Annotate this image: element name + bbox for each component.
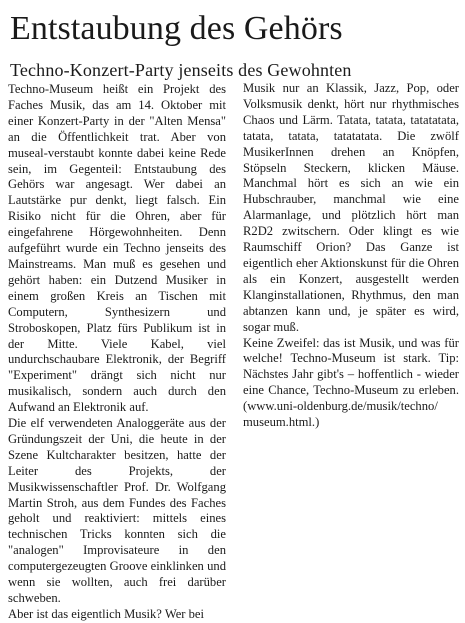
paragraph: Die elf verwendeten Analoggeräte aus der Gründungszeit der Uni, die heute in der Szene Kultcharakter besitzen, hatte der Leiter des Projekts, der Musikwissenschaftler Prof. Dr. Wolfgang Martin Stroh, aus dem Fundes des Faches geholt und reaktiviert: mittels eines technischen Tricks konnten sich die "analogen" Improvisateure in den computergezeugten Groove einklinken und wenn sie wollten, auch frei darüber schweben. [8,416,226,605]
paragraph: Keine Zweifel: das ist Musik, und was für welche! Techno-Museum ist stark. Tip: Nächstes Jahr gibt's – hoffentlich - wieder eine Chance, Techno-Museum zu erleben. (www.uni-oldenburg.de/musik/techno/ museum.html.) [243,335,459,430]
left-column [8,82,226,621]
paragraph: Aber ist das eigentlich Musik? Wer bei [8,606,205,621]
right-column [243,81,459,611]
subheadline: Techno-Konzert-Party jenseits des Gewohnten [10,60,352,80]
paragraph: Musik nur an Klassik, Jazz, Pop, oder Volksmusik denkt, hört nur rhythmisches Chaos und Lärm. Tatata, tatata, tatatatata, tatata, tatata, tatatatata. Die zwölf MusikerInnen drehen an Knöpfen, Stöpseln Steckern, klicken Mäuse. Manchmal hört es sich an wie ein Hubschrauber, manchmal wie eine Alarmanlage, und plötzlich hört man R2D2 zwitschern. Oder klingt es wie Raumschiff Orion? Das Ganze ist eigentlich eher Aktionskunst für die Ohren als ein Konzert, ausgestellt werden Klanginstallationen, Rhythmus, den man abtanzen kann und, je später es wird, sogar muß. [243,81,459,334]
paragraph: Techno-Museum heißt ein Projekt des Faches Musik, das am 14. Oktober mit einer Konzert-Party in der "Alten Mensa" an die Öffentlichkeit trat. Aber von museal-verstaubt konnte dabei keine Rede sein, im Gegenteil: Entstaubung des Gehörs war angesagt. Wer dabei an Lautstärke pur denkt, liegt falsch. Ein Risiko nicht für die Ohren, aber für eingefahrene Hörgewohnheiten. Denn aufgeführt wurde ein Techno jenseits des Mainstreams. Man muß es gesehen und gehört haben: ein Dutzend Musiker in einem großen Kreis an Tischen mit Computern, Synthesizern und Stroboskopen, Platz fürs Publikum ist in der Mitte. Viele Kabel, viel undurchschaubare Elektronik, der Begriff "Experiment" drängt sich nicht nur musikalisch, sondern auch durch den Aufwand an Elektronik auf. [8,82,226,415]
headline: Entstaubung des Gehörs [10,10,343,47]
